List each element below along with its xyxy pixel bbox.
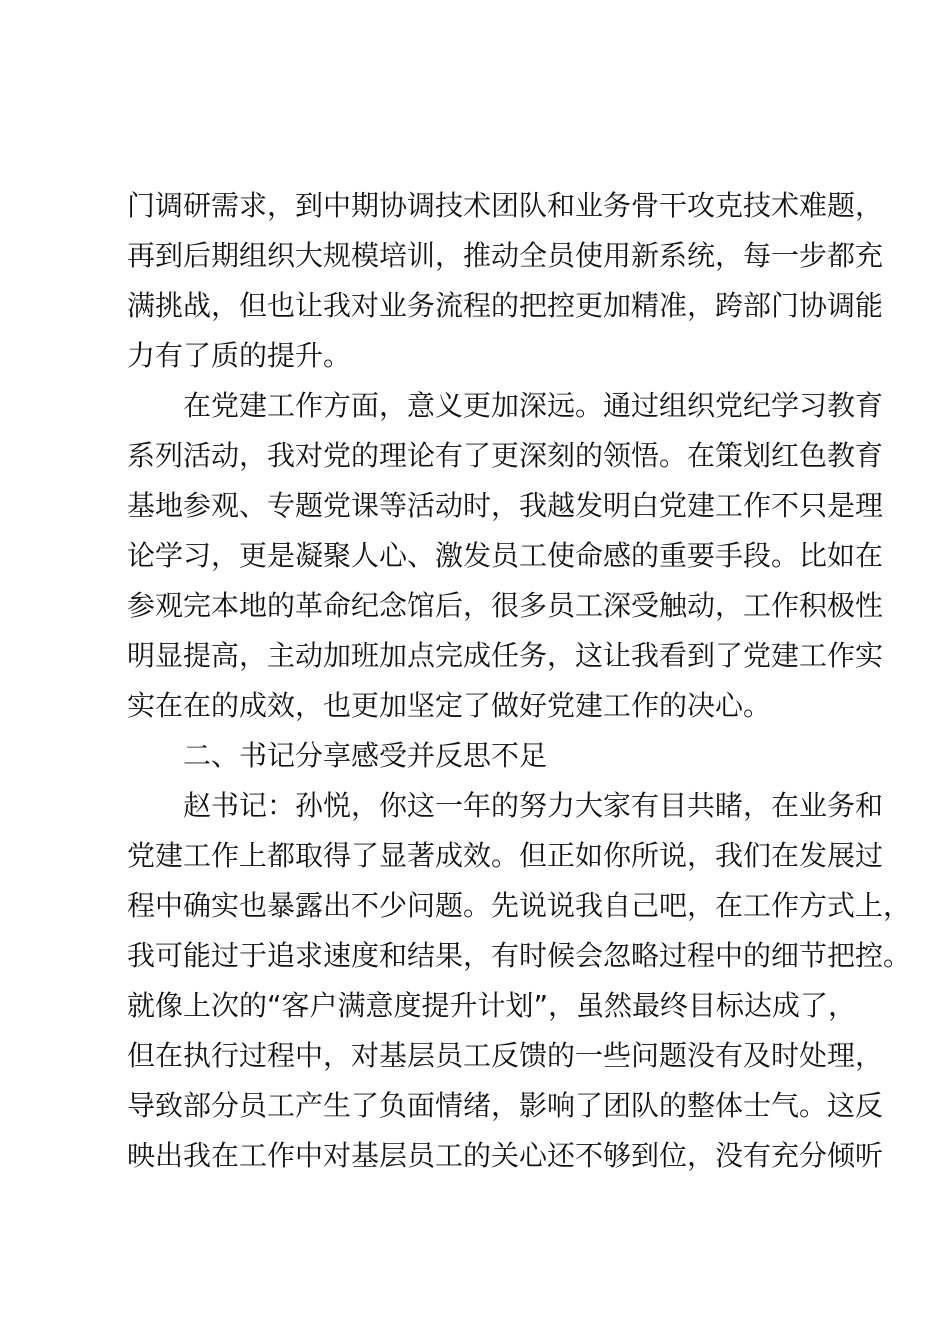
text-line: 满挑战，但也让我对业务流程的把控更加精准，跨部门协调能 [127,289,884,322]
paragraph-start-line: 在党建工作方面，意义更加深远。通过组织党纪学习教育 [183,389,884,422]
text-line: 导致部分员工产生了负面情绪，影响了团队的整体士气。这反 [127,1089,884,1122]
text-line: 门调研需求，到中期协调技术团队和业务骨干攻克技术难题， [127,189,884,222]
section-heading: 二、书记分享感受并反思不足 [183,739,548,772]
paragraph-start-line: 赵书记：孙悦，你这一年的努力大家有目共睹，在业务和 [183,789,884,822]
text-line: 程中确实也暴露出不少问题。先说说我自己吧，在工作方式上， [127,889,912,922]
text-line: 就像上次的“客户满意度提升计划”，虽然最终目标达成了， [127,989,857,1022]
text-line: 力有了质的提升。 [127,339,352,372]
text-line: 我可能过于追求速度和结果，有时候会忽略过程中的细节把控。 [127,939,912,972]
text-line: 映出我在工作中对基层员工的关心还不够到位，没有充分倾听 [127,1139,884,1172]
text-line: 再到后期组织大规模培训，推动全员使用新系统，每一步都充 [127,239,884,272]
text-line: 基地参观、专题党课等活动时，我越发明白党建工作不只是理 [127,489,884,522]
document-body [127,181,912,1181]
text-line: 明显提高，主动加班加点完成任务，这让我看到了党建工作实 [127,639,884,672]
text-line: 参观完本地的革命纪念馆后，很多员工深受触动，工作积极性 [127,589,884,622]
text-line: 实在在的成效，也更加坚定了做好党建工作的决心。 [127,689,772,722]
text-line: 党建工作上都取得了显著成效。但正如你所说，我们在发展过 [127,839,884,872]
text-line: 系列活动，我对党的理论有了更深刻的领悟。在策划红色教育 [127,439,884,472]
text-line: 论学习，更是凝聚人心、激发员工使命感的重要手段。比如在 [127,539,884,572]
text-line: 但在执行过程中，对基层员工反馈的一些问题没有及时处理， [127,1039,884,1072]
